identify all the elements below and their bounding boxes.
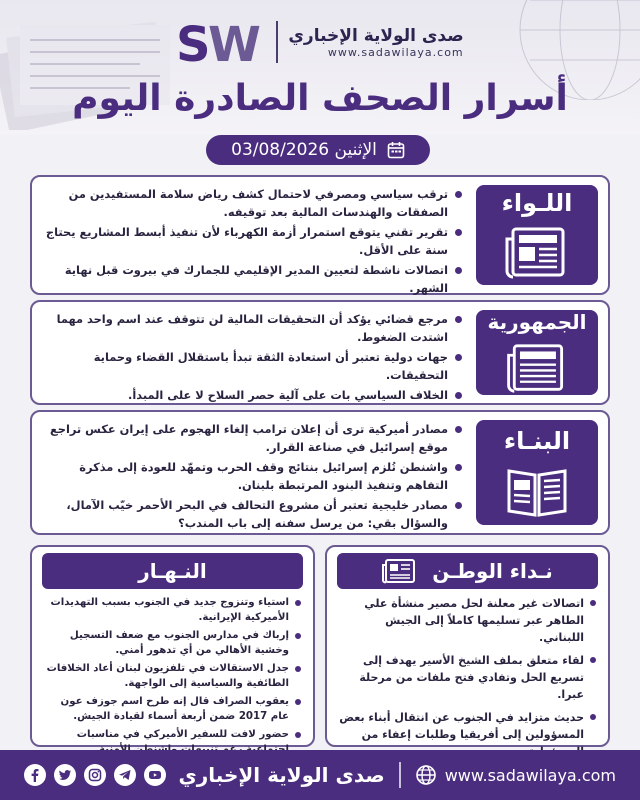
section-label-panel bbox=[476, 420, 598, 525]
newspaper-icon bbox=[505, 342, 569, 395]
list-item: لقاء متعلق بملف الشيخ الأسير يهدف إلى تسريع الحل وتفادي فتح ملفات من مرحلة عبرا. bbox=[339, 652, 596, 703]
list-item: مصادر أميركية ترى أن إعلان ترامب إلغاء الهجوم على إيران عكس تراجع موقع إسرائيل في صناعة القرار. bbox=[44, 420, 462, 456]
youtube-icon[interactable] bbox=[144, 764, 166, 786]
section-items bbox=[44, 595, 301, 760]
section-name: البنـاء bbox=[503, 426, 571, 455]
list-item: جهات دولية تعتبر أن استعادة الثقة تبدأ باستقلال القضاء وحماية التحقيقات. bbox=[44, 348, 462, 384]
section-name: الجمهورية bbox=[487, 310, 587, 334]
section-card-nahar bbox=[30, 545, 315, 747]
twitter-icon[interactable] bbox=[54, 764, 76, 786]
list-item: يعقوب الصراف قال إنه طرح اسم جوزف عون عام 2017 ضمن أربعة أسماء لقيادة الجيش. bbox=[44, 694, 301, 724]
open-newspaper-icon bbox=[505, 463, 569, 519]
instagram-icon[interactable] bbox=[84, 764, 106, 786]
logo-text bbox=[288, 26, 463, 59]
facebook-icon[interactable] bbox=[24, 764, 46, 786]
list-item: تقرير تقني يتوقع استمرار أزمة الكهرباء لأن تنفيذ أبسط المشاريع يحتاج سنة على الأقل. bbox=[44, 223, 462, 259]
section-name: النـهـار bbox=[138, 559, 207, 583]
header bbox=[0, 0, 640, 135]
brand-url: www.sadawilaya.com bbox=[327, 45, 464, 59]
section-header bbox=[337, 553, 598, 589]
footer-url: www.sadawilaya.com bbox=[444, 765, 616, 785]
svg-text:S: S bbox=[176, 17, 211, 67]
section-name: نـداء الوطـن bbox=[432, 559, 553, 583]
section-card-joumhouria bbox=[30, 300, 610, 405]
list-item: إرباك في مدارس الجنوب مع ضعف التسجيل وخشية الأهالي من أي تدهور أمني. bbox=[44, 628, 301, 658]
section-header bbox=[42, 553, 303, 589]
social-links bbox=[24, 764, 166, 786]
list-item: ترقب سياسي ومصرفي لاحتمال كشف رياض سلامة المستفيدين من الصفقات والهندسات المالية بعد توقيفه. bbox=[44, 185, 462, 221]
section-card-watan bbox=[325, 545, 610, 747]
footer-brand-name: صدى الولاية الإخباري bbox=[178, 763, 385, 787]
footer-brand bbox=[178, 762, 616, 788]
newspaper-icon bbox=[382, 558, 416, 584]
newspaper-icon bbox=[505, 225, 569, 281]
footer-website[interactable] bbox=[415, 764, 616, 786]
section-items bbox=[44, 185, 462, 299]
section-name: اللـواء bbox=[501, 189, 573, 217]
list-item: واشنطن تُلزم إسرائيل بنتائج وقف الحرب وتمهّد للعودة إلى مذكرة التفاهم وتنفيذ البنود المرتبطة بلبنان. bbox=[44, 458, 462, 494]
section-card-liwaa bbox=[30, 175, 610, 295]
sw-logo-icon bbox=[176, 17, 266, 67]
section-card-binaa bbox=[30, 410, 610, 535]
list-item: مصادر خليجية تعتبر أن مشروع التحالف في البحر الأحمر خيّب الآمال، والسؤال بقي: من يرسل سفنه إلى باب المندب؟ bbox=[44, 496, 462, 532]
globe-icon bbox=[415, 764, 437, 786]
telegram-icon[interactable] bbox=[114, 764, 136, 786]
list-item: حضور لافت للسفير الأميركي في مناسبات bbox=[44, 727, 301, 757]
list-item: الخلاف السياسي بات على آلية حصر السلاح لا على المبدأ. bbox=[44, 386, 462, 404]
list-item: استياء وتنزوج جديد في الجنوب بسبب التهديدات الأميركية الإيرانية. bbox=[44, 595, 301, 625]
date-badge bbox=[206, 135, 430, 165]
list-item: اتصالات ناشطة لتعيين المدير الإقليمي للجمارك في بيروت قبل نهاية الشهر. bbox=[44, 261, 462, 297]
section-items bbox=[44, 310, 462, 406]
list-item: حديث متزايد في الجنوب عن انتقال أبناء بعض المسؤولين إلى أفريقيا وطلبات إعفاء من bbox=[339, 709, 596, 760]
list-item: جدل الاستقالات في تلفزيون لبنان أعاد الخلافات الطائفية والسياسية إلى الواجهة. bbox=[44, 661, 301, 691]
section-label-panel bbox=[476, 310, 598, 395]
brand-logo bbox=[170, 14, 470, 70]
page-title: أسرار الصحف الصادرة اليوم bbox=[72, 78, 568, 119]
date-text: الإثنين 03/08/2026 bbox=[231, 140, 377, 160]
section-items bbox=[44, 420, 462, 534]
brand-name: صدى الولاية الإخباري bbox=[288, 25, 464, 46]
footer-divider bbox=[399, 762, 401, 788]
logo-divider bbox=[276, 21, 278, 63]
list-item: مرجع قضائي يؤكد أن التحقيقات المالية لن تتوقف عند اسم واحد مهما اشتدت الضغوط. bbox=[44, 310, 462, 346]
section-label-panel bbox=[476, 185, 598, 285]
list-item: اتصالات غير معلنة لحل مصير منشأة علي الطاهر عبر تسليمها كاملاً إلى الجيش اللبناني. bbox=[339, 595, 596, 646]
calendar-icon bbox=[387, 141, 405, 159]
footer bbox=[0, 750, 640, 800]
section-items bbox=[339, 595, 596, 766]
svg-text:W: W bbox=[208, 17, 262, 67]
